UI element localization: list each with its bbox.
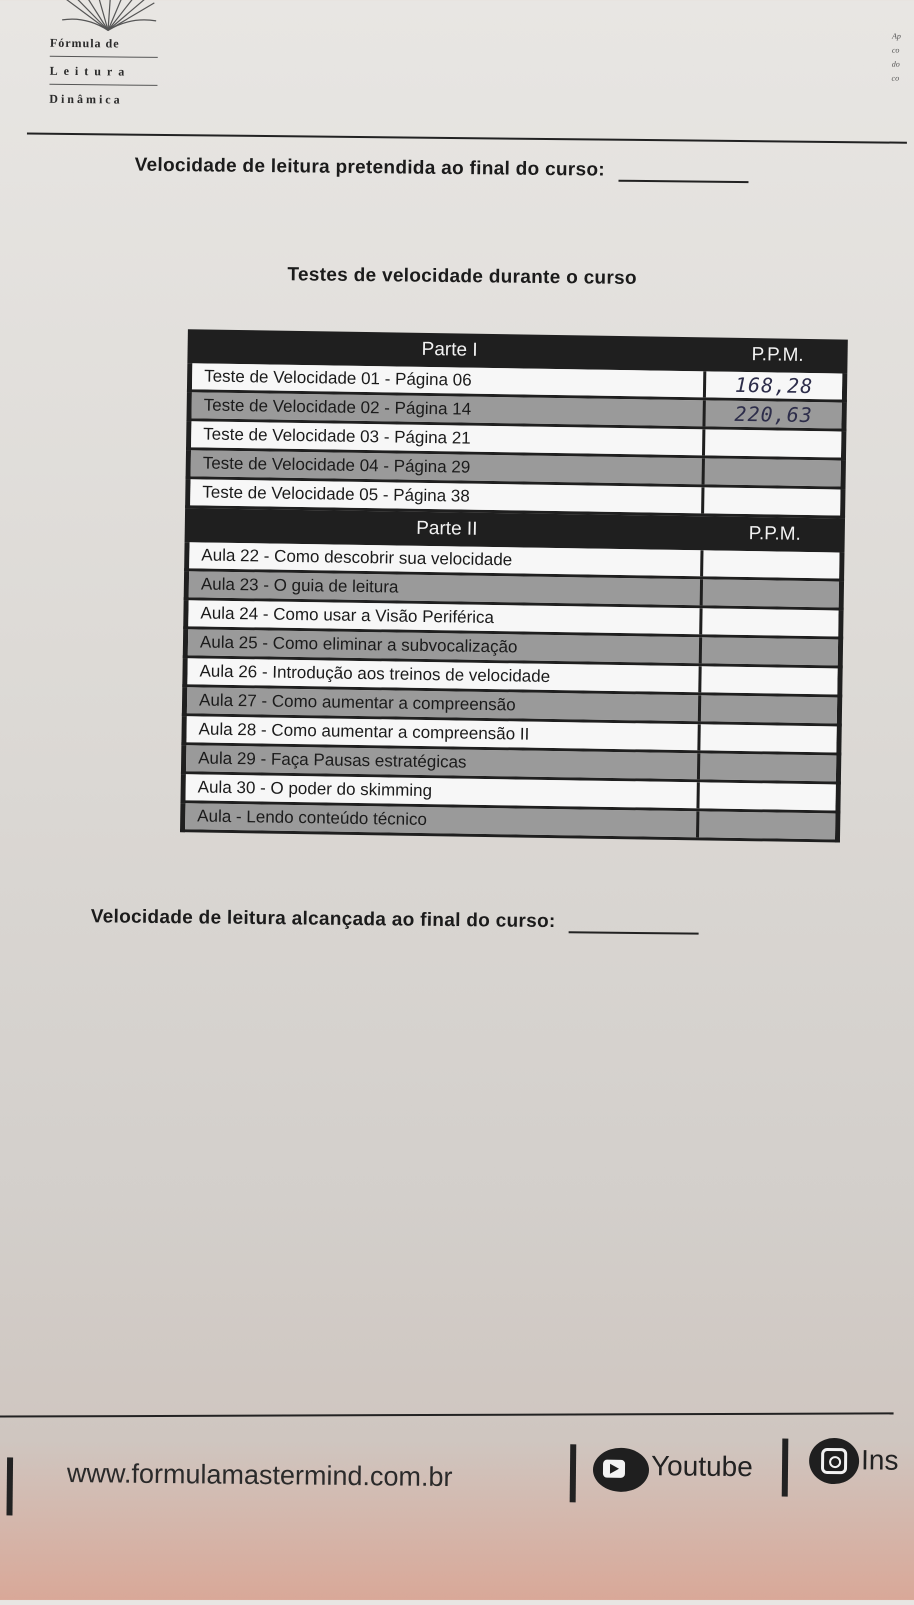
row-label: Teste de Velocidade 04 - Página 29	[191, 450, 702, 484]
logo-line-1: Fórmula de	[49, 35, 120, 51]
ppm-cell[interactable]	[699, 637, 838, 665]
ppm-cell[interactable]	[698, 666, 837, 694]
margin-note-line: do	[891, 59, 900, 69]
row-label: Teste de Velocidade 05 - Página 38	[190, 479, 701, 513]
logo-line-2: Leitura	[49, 63, 131, 79]
logo-divider	[49, 84, 157, 86]
margin-note-line: co	[891, 45, 900, 55]
part2-title: Parte II	[416, 517, 478, 540]
row-label: Teste de Velocidade 02 - Página 14	[192, 392, 703, 426]
website-link[interactable]: www.formulamastermind.com.br	[66, 1458, 453, 1493]
ppm-cell[interactable]	[700, 579, 839, 607]
instagram-label[interactable]: Ins	[860, 1444, 899, 1476]
margin-note-line: Ap	[891, 31, 901, 41]
row-label: Aula 27 - Como aumentar a compreensão	[187, 687, 698, 721]
ppm-cell[interactable]: 168,28	[703, 371, 842, 399]
youtube-label[interactable]: Youtube	[650, 1450, 753, 1483]
ppm-cell[interactable]	[699, 608, 838, 636]
row-label: Aula 23 - O guia de leitura	[189, 571, 700, 605]
part2-rows	[180, 542, 844, 842]
achieved-speed-heading	[91, 906, 700, 934]
row-label: Aula 25 - Como eliminar a subvocalização	[188, 629, 699, 663]
tests-title: Testes de velocidade durante o curso	[287, 264, 637, 289]
ppm-cell[interactable]	[702, 429, 841, 457]
brand-logo	[49, 0, 170, 127]
ppm-cell[interactable]	[702, 458, 841, 486]
footer-divider	[0, 1412, 894, 1417]
row-label: Teste de Velocidade 01 - Página 06	[192, 363, 703, 397]
row-label: Teste de Velocidade 03 - Página 21	[191, 421, 702, 455]
row-label: Aula - Lendo conteúdo técnico	[185, 803, 696, 837]
instagram-glyph	[821, 1448, 847, 1474]
footer-separator	[782, 1439, 789, 1497]
part1-ppm-header: P.P.M.	[751, 344, 804, 366]
row-label: Aula 30 - O poder do skimming	[186, 774, 697, 808]
margin-note-line: co	[891, 73, 900, 83]
target-speed-blank[interactable]	[618, 162, 748, 183]
footer-separator	[6, 1457, 13, 1515]
logo-line-3: Dinâmica	[49, 91, 123, 107]
play-icon	[603, 1460, 625, 1478]
target-speed-heading	[135, 155, 749, 183]
part1-rows	[185, 363, 847, 518]
ppm-cell[interactable]	[696, 782, 835, 810]
footer-separator	[570, 1444, 577, 1502]
row-label: Aula 28 - Como aumentar a compreensão II	[186, 716, 697, 750]
youtube-icon[interactable]	[593, 1448, 649, 1493]
speed-tests-table	[180, 329, 848, 842]
margin-note	[892, 30, 901, 86]
achieved-speed-blank[interactable]	[569, 913, 699, 934]
row-label: Aula 26 - Introdução aos treinos de velocidade	[187, 658, 698, 692]
header-divider	[27, 133, 907, 144]
logo-divider	[50, 56, 158, 58]
book-fan-icon	[58, 0, 158, 35]
row-label: Aula 22 - Como descobrir sua velocidade	[189, 542, 700, 576]
target-speed-label: Velocidade de leitura pretendida ao final do curso:	[134, 154, 606, 181]
instagram-icon[interactable]	[809, 1438, 859, 1485]
ppm-cell[interactable]: 220,63	[702, 400, 841, 428]
ppm-cell[interactable]	[697, 724, 836, 752]
row-label: Aula 29 - Faça Pausas estratégicas	[186, 745, 697, 779]
ppm-cell[interactable]	[700, 550, 839, 578]
part1-title: Parte I	[421, 338, 478, 361]
part2-ppm-header: P.P.M.	[748, 523, 801, 545]
ppm-cell[interactable]	[698, 695, 837, 723]
achieved-speed-label: Velocidade de leitura alcançada ao final do curso:	[90, 906, 556, 933]
ppm-cell[interactable]	[696, 811, 835, 839]
ppm-cell[interactable]	[697, 753, 836, 781]
row-label: Aula 24 - Como usar a Visão Periférica	[188, 600, 699, 634]
ppm-cell[interactable]	[701, 487, 840, 515]
